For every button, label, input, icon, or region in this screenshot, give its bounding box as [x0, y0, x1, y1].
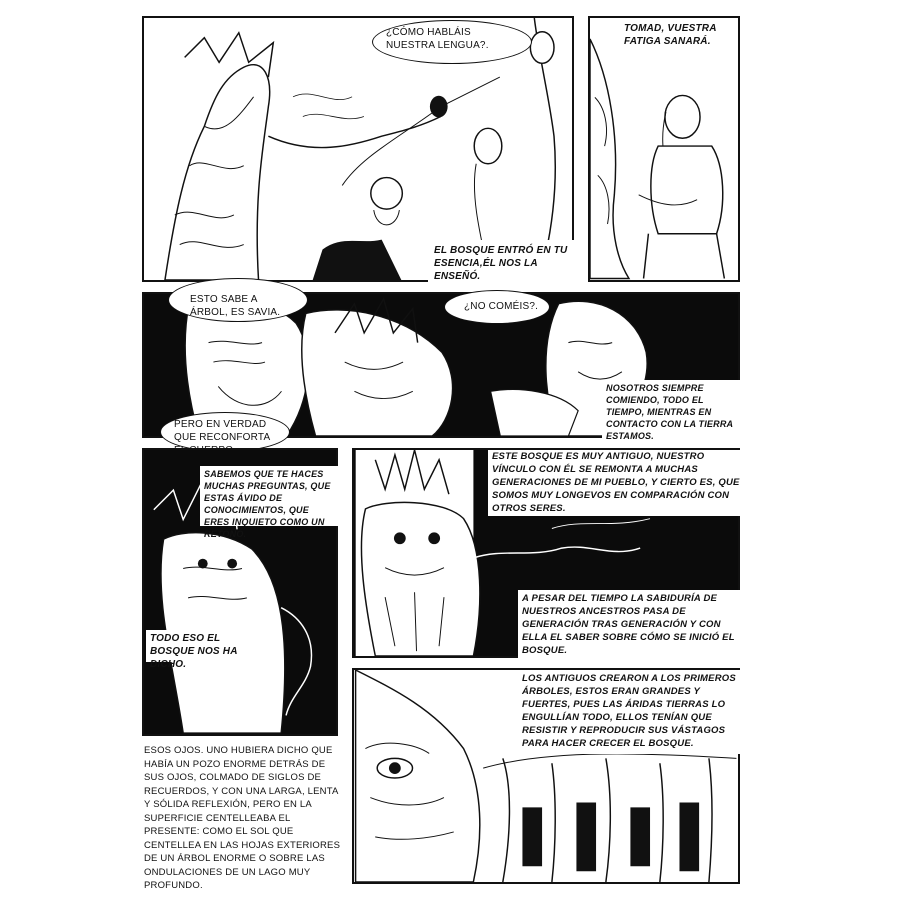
- narration-text: ESOS OJOS. UNO HUBIERA DICHO QUE HABÍA UN POZO ENORME DETRÁS DE SUS OJOS, COLMADO DE SIGLOS DE RECUERDOS, Y CON UNA LARGA, LENTA Y SÓLIDA REFLEXIÓN, PERO EN LA SUPERFICIE CENTELLEABA EL PRESENTE: COMO EL SOL QUE CENTELLEA EN LAS HOJAS EXTERIORES DE UN ÁRBOL ENORME O SOBRE LAS ONDULACIONES DE UN LAGO MUY PROFUNDO.: [144, 745, 341, 891]
- dialogue-text: ¿NO COMÉIS?.: [464, 301, 539, 312]
- panel-6: [352, 668, 740, 884]
- caption-text: ESTE BOSQUE ES MUY ANTIGUO, NUESTRO VÍNCULO CON ÉL SE REMONTA A MUCHAS GENERACIONES DE MI PUEBLO, Y CIERTO ES, QUE SOMOS MUY LONGEVOS EN COMPARACIÓN CON OTROS SERES.: [492, 451, 740, 514]
- panel-2: [588, 16, 740, 282]
- panel-3: [142, 292, 740, 443]
- panel-2-art: [590, 18, 738, 280]
- caption-text: TODO ESO EL BOSQUE NOS HA DICHO.: [150, 633, 238, 670]
- dialogue-text: ¿CÓMO HABLÁIS NUESTRA LENGUA?.: [386, 27, 489, 51]
- caption-text: TOMAD, VUESTRA FATIGA SANARÁ.: [624, 23, 717, 47]
- panel-4: [142, 448, 338, 736]
- caption-text: EL BOSQUE ENTRÓ EN TU ESENCIA,ÉL NOS LA ENSEÑÓ.: [434, 245, 568, 282]
- panel-1: [142, 16, 574, 282]
- caption-text: NOSOTROS SIEMPRE COMIENDO, TODO EL TIEMPO, MIENTRAS EN CONTACTO CON LA TIERRA ESTAMOS.: [606, 383, 733, 441]
- panel-5: [352, 448, 740, 658]
- dialogue-text: PERO EN VERDAD QUE RECONFORTA: [174, 419, 270, 443]
- caption-text: LOS ANTIGUOS CREARON A LOS PRIMEROS ÁRBOLES, ESTOS ERAN GRANDES Y FUERTES, PUES LAS ÁRIDAS TIERRAS LO ENGULLÍAN TODO, ELLOS TENÍAN QUE RESISTIR Y REPRODUCIR SUS VÁSTAGOS PARA HACER CRECER EL BOSQUE.: [522, 673, 736, 749]
- caption-text: SABEMOS QUE TE HACES MUCHAS PREGUNTAS, QUE ESTAS ÁVIDO DE CONOCIMIENTOS, QUE ERES INQUIETO COMO UN RETOÑO.: [204, 469, 331, 539]
- dialogue-text: ESTO SABE A ÁRBOL, ES SAVIA.: [190, 294, 281, 318]
- caption-text: A PESAR DEL TIEMPO LA SABIDURÍA DE NUESTROS ANCESTROS PASA DE GENERACIÓN TRAS GENERACIÓN Y CON ELLA EL SABER SOBRE CÓMO SE INICIÓ EL BOSQUE.: [522, 593, 735, 656]
